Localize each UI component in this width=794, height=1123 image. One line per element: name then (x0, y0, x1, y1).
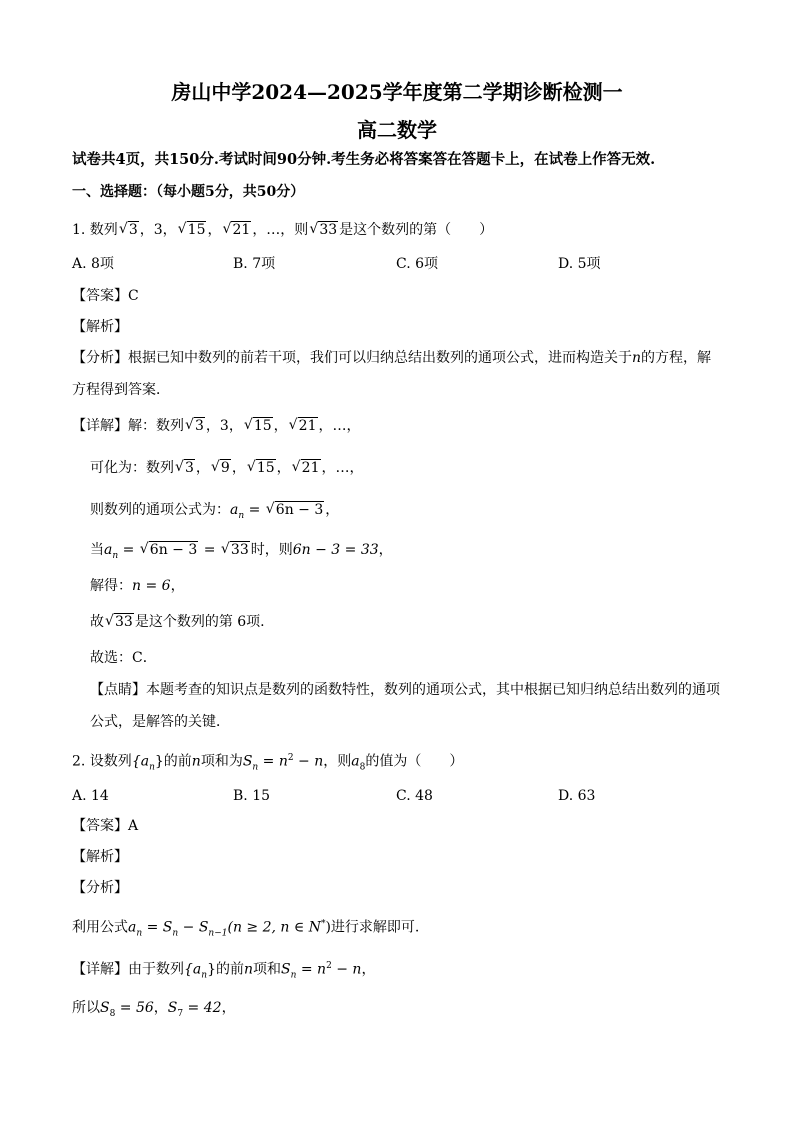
dianjing-1: 【点睛】本题考查的知识点是数列的函数特性，数列的通项公式，其中根据已知归纳总结出数列的通项 (90, 682, 720, 698)
option-c: C. 6项 (396, 256, 439, 272)
fenxi-2-formula: 利用公式$a_n = S_n - S_{n-1}(n \ge 2$, n ∈ N*)进行求解即可. (72, 919, 420, 939)
detail-1-line6: 故 √ 33 是这个数列的第 6项. (90, 612, 265, 632)
detail-1-line3: 则数列的通项公式为：$a_n$ = √ 6n − 3 ， (90, 500, 339, 526)
option-d: D. 63 (558, 788, 596, 804)
detail-1-line5: 解得：n = 6， (90, 578, 185, 594)
option-b: B. 7项 (233, 256, 276, 272)
detail-1-choose: 故选：C． (90, 650, 157, 666)
detail-2-line2: 所以$S_8 = 56$，$S_7 = 42$， (72, 1000, 236, 1019)
fenxi-2: 【分析】 (72, 880, 128, 896)
option-a: A. 14 (72, 788, 109, 804)
page-subtitle: 高二数学 (357, 118, 437, 142)
option-c: C. 48 (396, 788, 433, 804)
question-1-stem: 1. 数列 √ 3 ，3， √ 15 ， √ 21 ，…，则 √ 33 是这个数列的第（ ） (72, 220, 493, 240)
analysis-label-1: 【解析】 (72, 319, 128, 335)
detail-2-line1: 【详解】由于数列$\{a_n\}$的前n项和$S_n = n^2 - n$， (72, 961, 376, 981)
section-heading: 一、选择题：（每小题5分，共50分） (72, 184, 305, 200)
detail-1-line4: 当$a_n$ = √ 6n − 3 = √ 33 时，则6n − 3 = 33， (90, 540, 393, 566)
analysis-label-2: 【解析】 (72, 849, 128, 865)
option-d: D. 5项 (558, 256, 601, 272)
detail-1-line1: 【详解】解：数列 √ 3 ，3， √ 15 ， √ 21 ，…， (72, 416, 361, 436)
option-a: A. 8项 (72, 256, 114, 272)
answer-2: 【答案】A (72, 818, 139, 834)
fenxi-1: 【分析】根据已知中数列的前若干项，我们可以归纳总结出数列的通项公式，进而构造关于n的方程，解 (72, 350, 712, 366)
answer-1: 【答案】C (72, 288, 139, 304)
detail-1-line2: 可化为：数列 √ 3 ， √ 9 ， √ 15 ， √ 21 ，…， (90, 458, 364, 478)
fenxi-1-cont: 方程得到答案． (72, 382, 170, 398)
exam-instructions: 试卷共4页，共150分.考试时间90分钟.考生务必将答案答在答题卡上，在试卷上作答无效. (72, 151, 656, 168)
dianjing-1-cont: 公式，是解答的关键． (90, 714, 230, 730)
question-2-stem: 2. 设数列$\{a_n\}$的前n项和为$S_n = n^2 - n$，则$a_8$的值为（ ） (72, 753, 464, 773)
page-title: 房山中学2024—2025学年度第二学期诊断检测一 (171, 80, 623, 104)
option-b: B. 15 (233, 788, 271, 804)
